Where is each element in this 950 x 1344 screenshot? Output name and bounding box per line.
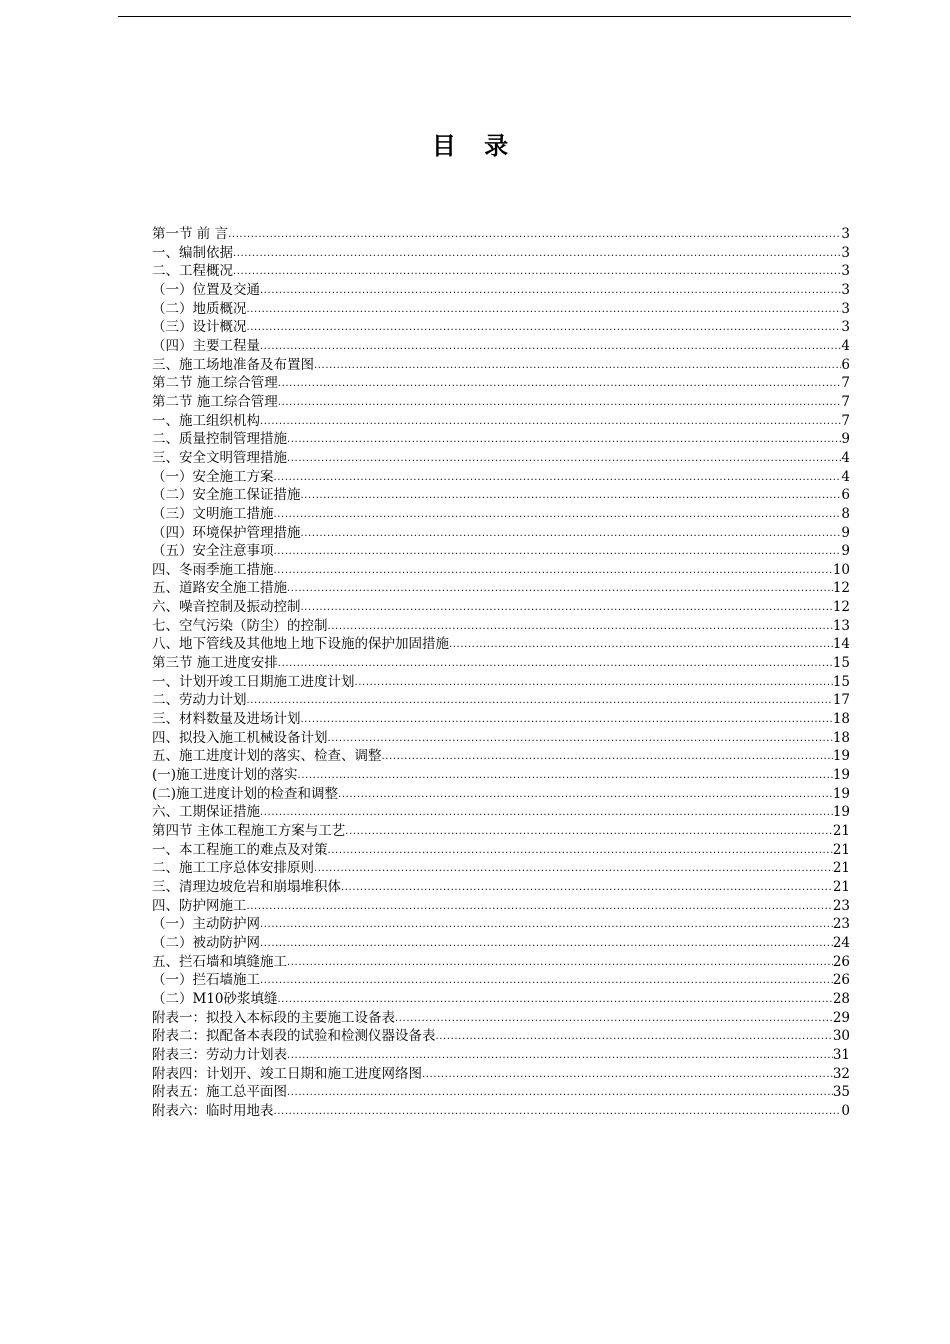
toc-entry-page-number: 19 xyxy=(832,785,850,802)
toc-entry[interactable] xyxy=(152,542,850,561)
toc-dot-leader xyxy=(278,392,842,413)
toc-entry-label: （三）设计概况 xyxy=(152,319,247,336)
toc-dot-leader xyxy=(274,1101,842,1122)
toc-entry[interactable] xyxy=(152,729,850,748)
toc-entry[interactable] xyxy=(152,579,850,598)
toc-entry-page-number: 7 xyxy=(841,375,850,392)
toc-dot-leader xyxy=(260,411,841,432)
toc-entry-label: 二、工程概况 xyxy=(152,263,233,280)
toc-entry[interactable] xyxy=(152,654,850,673)
toc-dot-leader xyxy=(287,578,833,599)
toc-entry-page-number: 19 xyxy=(832,767,850,784)
toc-entry-label: 七、空气污染（防尘）的控制 xyxy=(152,617,328,634)
toc-entry[interactable] xyxy=(152,878,850,897)
toc-entry-label: （二）被动防护网 xyxy=(152,934,260,951)
toc-dot-leader xyxy=(233,243,841,264)
toc-entry-label: 第二节 施工综合管理 xyxy=(152,375,278,392)
toc-dot-leader xyxy=(328,728,833,749)
toc-entry-page-number: 0 xyxy=(841,1102,850,1119)
toc-dot-leader xyxy=(382,746,833,767)
toc-entry-label: 五、拦石墙和填缝施工 xyxy=(152,953,287,970)
toc-entry[interactable] xyxy=(152,841,850,860)
toc-entry-label: （四）环境保护管理措施 xyxy=(152,524,301,541)
toc-dot-leader xyxy=(436,1026,833,1047)
toc-dot-leader xyxy=(278,373,842,394)
toc-entry[interactable] xyxy=(152,934,850,953)
toc-dot-leader xyxy=(260,802,833,823)
toc-entry-label: 四、冬雨季施工措施 xyxy=(152,561,274,578)
toc-entry-page-number: 3 xyxy=(841,319,850,336)
toc-dot-leader xyxy=(274,467,842,488)
toc-dot-leader xyxy=(301,597,833,618)
toc-entry-label: 一、施工组织机构 xyxy=(152,412,260,429)
toc-entry-page-number: 12 xyxy=(832,599,850,616)
toc-entry[interactable] xyxy=(152,710,850,729)
toc-entry-label: （一）位置及交通 xyxy=(152,281,260,298)
toc-dot-leader xyxy=(301,709,833,730)
toc-entry[interactable] xyxy=(152,859,850,878)
toc-entry[interactable] xyxy=(152,747,850,766)
toc-entry[interactable] xyxy=(152,785,850,804)
toc-entry-label: 附表三：劳动力计划表 xyxy=(152,1046,287,1063)
toc-entry-page-number: 9 xyxy=(841,543,850,560)
toc-entry-label: （一）主动防护网 xyxy=(152,916,260,933)
toc-entry-page-number: 6 xyxy=(841,356,850,373)
toc-dot-leader xyxy=(287,429,841,450)
toc-entry[interactable] xyxy=(152,953,850,972)
toc-entry[interactable] xyxy=(152,673,850,692)
toc-entry-page-number: 8 xyxy=(841,505,850,522)
toc-dot-leader xyxy=(260,280,841,301)
toc-entry-page-number: 21 xyxy=(832,823,850,839)
toc-entry[interactable] xyxy=(152,486,850,505)
page-title: 目 录 xyxy=(431,132,519,160)
toc-entry[interactable] xyxy=(152,356,850,375)
toc-entry-label: 三、材料数量及进场计划 xyxy=(152,711,301,728)
toc-dot-leader xyxy=(247,299,842,320)
header-rule xyxy=(118,16,851,17)
toc-dot-leader xyxy=(314,858,833,879)
toc-entry[interactable] xyxy=(152,225,850,244)
toc-entry[interactable] xyxy=(152,617,850,636)
toc-entry-page-number: 35 xyxy=(832,1084,850,1101)
toc-entry-page-number: 3 xyxy=(841,244,850,261)
toc-dot-leader xyxy=(260,933,833,954)
toc-entry-label: 五、道路安全施工措施 xyxy=(152,580,287,597)
toc-entry-label: 八、地下管线及其他地上地下设施的保护加固措施 xyxy=(152,636,449,653)
toc-entry[interactable] xyxy=(152,300,850,319)
toc-dot-leader xyxy=(422,1064,833,1085)
toc-entry[interactable] xyxy=(152,318,850,337)
toc-entry-page-number: 10 xyxy=(832,561,850,578)
toc-dot-leader xyxy=(287,1045,833,1066)
toc-dot-leader xyxy=(274,560,833,581)
toc-dot-leader xyxy=(247,317,842,338)
toc-entry[interactable] xyxy=(152,468,850,487)
toc-dot-leader xyxy=(247,690,833,711)
toc-entry-page-number: 18 xyxy=(832,711,850,728)
toc-entry-page-number: 32 xyxy=(832,1065,850,1082)
toc-entry-label: 六、噪音控制及振动控制 xyxy=(152,599,301,616)
toc-entry-label: 附表五：施工总平面图 xyxy=(152,1084,287,1101)
toc-entry-page-number: 26 xyxy=(832,972,850,989)
toc-entry-page-number: 15 xyxy=(832,655,850,672)
toc-entry[interactable] xyxy=(152,430,850,449)
toc-dot-leader xyxy=(338,784,833,805)
toc-entry-label: 二、质量控制管理措施 xyxy=(152,431,287,448)
toc-dot-leader xyxy=(301,523,842,544)
toc-dot-leader xyxy=(355,672,833,693)
toc-entry-page-number: 29 xyxy=(832,1009,850,1026)
toc-dot-leader xyxy=(287,448,841,469)
toc-entry-label: （三）文明施工措施 xyxy=(152,505,274,522)
toc-entry-label: （四）主要工程量 xyxy=(152,337,260,354)
toc-entry-label: 附表六：临时用地表 xyxy=(152,1102,274,1119)
toc-entry-label: 第二节 施工综合管理 xyxy=(152,393,278,410)
toc-dot-leader xyxy=(395,1008,833,1029)
toc-entry-page-number: 15 xyxy=(832,673,850,690)
toc-entry-page-number: 6 xyxy=(841,487,850,504)
toc-entry[interactable] xyxy=(152,598,850,617)
toc-entry[interactable] xyxy=(152,262,850,281)
toc-entry-page-number: 3 xyxy=(841,281,850,298)
toc-entry[interactable] xyxy=(152,635,850,654)
toc-entry-page-number: 3 xyxy=(841,300,850,317)
toc-entry[interactable] xyxy=(152,897,850,916)
toc-entry[interactable] xyxy=(152,561,850,580)
toc-entry-label: 三、安全文明管理措施 xyxy=(152,449,287,466)
toc-dot-leader xyxy=(278,653,833,674)
toc-entry-page-number: 13 xyxy=(832,617,850,634)
toc-dot-leader xyxy=(287,952,833,973)
toc-entry[interactable] xyxy=(152,393,850,412)
toc-dot-leader xyxy=(260,336,841,357)
toc-dot-leader xyxy=(260,970,833,991)
toc-dot-leader xyxy=(260,914,833,935)
toc-entry-page-number: 26 xyxy=(832,953,850,970)
toc-entry-page-number: 23 xyxy=(832,916,850,933)
toc-dot-leader xyxy=(328,616,833,637)
toc-entry-page-number: 14 xyxy=(832,636,850,653)
toc-entry[interactable] xyxy=(152,1083,850,1102)
toc-dot-leader xyxy=(233,261,841,282)
toc-entry-label: 一、计划开竣工日期施工进度计划 xyxy=(152,673,355,690)
toc-entry[interactable] xyxy=(152,337,850,356)
toc-entry[interactable] xyxy=(152,803,850,822)
toc-entry-page-number: 19 xyxy=(832,804,850,821)
toc-entry-label: 二、劳动力计划 xyxy=(152,692,247,709)
toc-entry-label: （二）地质概况 xyxy=(152,300,247,317)
toc-entry-page-number: 4 xyxy=(841,449,850,466)
toc-entry-page-number: 28 xyxy=(832,990,850,1007)
toc-entry[interactable] xyxy=(152,412,850,431)
toc-entry[interactable] xyxy=(152,971,850,990)
toc-entry[interactable] xyxy=(152,281,850,300)
toc-entry-page-number: 30 xyxy=(832,1028,850,1045)
toc-entry-label: 附表一：拟投入本标段的主要施工设备表 xyxy=(152,1009,395,1026)
toc-entry-label: （五）安全注意事项 xyxy=(152,543,274,560)
toc-dot-leader xyxy=(278,989,833,1010)
toc-entry[interactable] xyxy=(152,1102,850,1121)
toc-entry-page-number: 18 xyxy=(832,729,850,746)
toc-entry-page-number: 23 xyxy=(832,897,850,914)
toc-entry-page-number: 3 xyxy=(841,226,850,242)
toc-dot-leader xyxy=(345,821,833,842)
toc-entry-label: 第四节 主体工程施工方案与工艺 xyxy=(152,823,346,839)
toc-entry[interactable] xyxy=(152,822,850,841)
toc-entry-label: （一）安全施工方案 xyxy=(152,468,274,485)
toc-entry-label: 三、清理边坡危岩和崩塌堆积体 xyxy=(152,878,341,895)
toc-entry-label: 四、拟投入施工机械设备计划 xyxy=(152,729,328,746)
toc-entry-page-number: 4 xyxy=(841,337,850,354)
toc-entry[interactable] xyxy=(152,990,850,1009)
toc-entry[interactable] xyxy=(152,691,850,710)
toc-entry-page-number: 24 xyxy=(832,934,850,951)
toc-dot-leader xyxy=(314,355,841,376)
toc-dot-leader xyxy=(287,1082,833,1103)
toc-entry-label: (二)施工进度计划的检查和调整 xyxy=(152,785,339,802)
toc-entry-page-number: 17 xyxy=(832,692,850,709)
toc-entry-label: （二）安全施工保证措施 xyxy=(152,487,301,504)
toc-entry[interactable] xyxy=(152,449,850,468)
toc-dot-leader xyxy=(274,504,842,525)
toc-entry-label: （一）拦石墙施工 xyxy=(152,972,260,989)
toc-entry-page-number: 19 xyxy=(832,748,850,765)
toc-entry-label: 附表四：计划开、竣工日期和施工进度网络图 xyxy=(152,1065,422,1082)
toc-entry-page-number: 9 xyxy=(841,431,850,448)
toc-entry[interactable] xyxy=(152,915,850,934)
toc-entry[interactable] xyxy=(152,1027,850,1046)
toc-entry-label: (一)施工进度计划的落实 xyxy=(152,767,298,784)
toc-entry-page-number: 21 xyxy=(832,860,850,877)
toc-dot-leader xyxy=(341,877,833,898)
toc-entry[interactable] xyxy=(152,374,850,393)
toc-entry-page-number: 21 xyxy=(832,878,850,895)
toc-entry-label: 五、施工进度计划的落实、检查、调整 xyxy=(152,748,382,765)
toc-entry[interactable] xyxy=(152,1009,850,1028)
toc-dot-leader xyxy=(274,541,842,562)
toc-entry-label: 二、施工工序总体安排原则 xyxy=(152,860,314,877)
toc-dot-leader xyxy=(228,224,841,245)
toc-entry-label: 三、施工场地准备及布置图 xyxy=(152,356,314,373)
toc-dot-leader xyxy=(247,896,833,917)
toc-entry-page-number: 9 xyxy=(841,524,850,541)
table-of-contents xyxy=(152,225,850,1121)
toc-entry[interactable] xyxy=(152,766,850,785)
toc-entry-label: 第三节 施工进度安排 xyxy=(152,655,278,672)
toc-dot-leader xyxy=(449,634,833,655)
toc-entry[interactable] xyxy=(152,505,850,524)
toc-entry[interactable] xyxy=(152,1065,850,1084)
toc-entry-page-number: 7 xyxy=(841,412,850,429)
toc-entry-label: 第一节 前 言 xyxy=(152,226,229,242)
toc-entry-page-number: 4 xyxy=(841,468,850,485)
toc-entry-label: 一、本工程施工的难点及对策 xyxy=(152,841,328,858)
toc-entry-page-number: 31 xyxy=(832,1046,850,1063)
toc-dot-leader xyxy=(301,485,842,506)
toc-entry[interactable] xyxy=(152,524,850,543)
toc-entry-label: 四、防护网施工 xyxy=(152,897,247,914)
toc-entry-page-number: 7 xyxy=(841,393,850,410)
toc-entry-page-number: 12 xyxy=(832,580,850,597)
toc-entry-label: 六、工期保证措施 xyxy=(152,804,260,821)
toc-entry-label: （二）M10砂浆填缝 xyxy=(152,990,278,1007)
toc-entry-label: 一、编制依据 xyxy=(152,244,233,261)
toc-entry-label: 附表二：拟配备本表段的试验和检测仪器设备表 xyxy=(152,1028,436,1045)
toc-entry[interactable] xyxy=(152,1046,850,1065)
toc-dot-leader xyxy=(298,765,833,786)
toc-entry[interactable] xyxy=(152,244,850,263)
toc-entry-page-number: 21 xyxy=(832,841,850,858)
toc-dot-leader xyxy=(328,840,833,861)
toc-entry-page-number: 3 xyxy=(841,263,850,280)
